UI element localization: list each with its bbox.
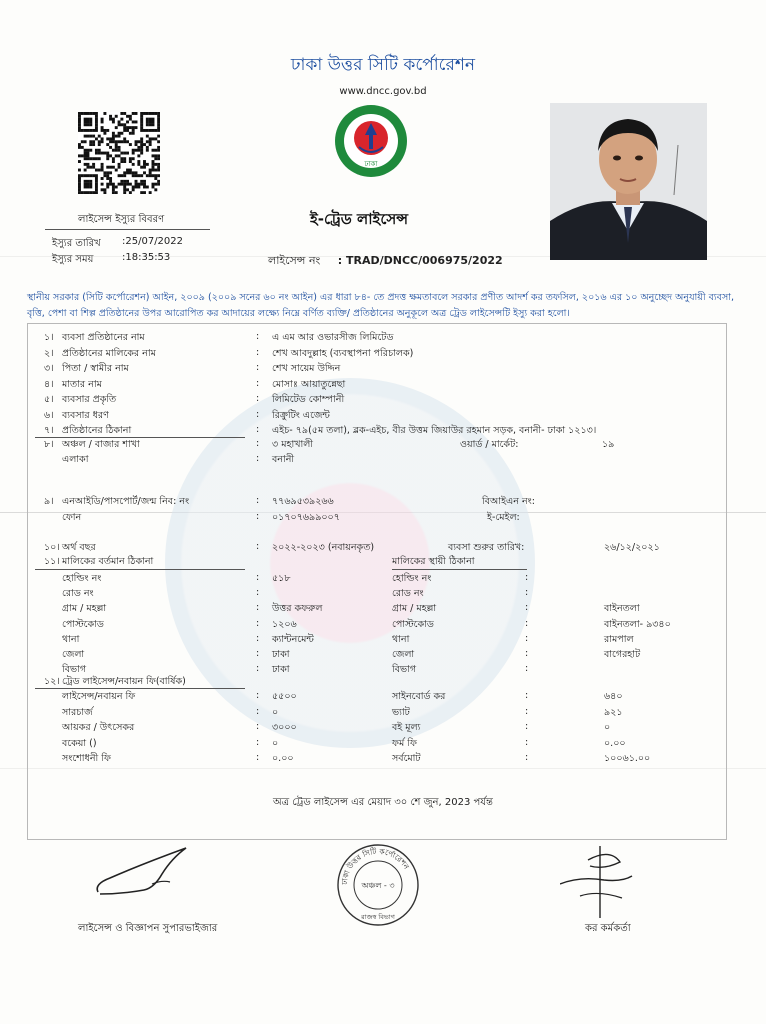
colon-separator: : (256, 408, 260, 420)
colon-separator: : (525, 690, 529, 701)
fee-value: ০ (272, 706, 279, 718)
field-value: ক্যান্টনমেন্ট (272, 633, 314, 645)
field-label: অঞ্চল / বাজার শাখা (62, 439, 140, 450)
divider (392, 569, 527, 570)
owner-photo (550, 103, 707, 260)
colon-separator: : (256, 377, 260, 389)
field-value: বাইনতলা (604, 603, 640, 615)
field-label: ব্যবসা প্রতিষ্ঠানের নাম (62, 332, 145, 343)
field-label: হোল্ডিং নং (62, 573, 102, 584)
section-heading: মালিকের স্থায়ী ঠিকানা (392, 556, 475, 567)
issue-details-label: লাইসেন্স ইস্যুর বিবরণ (78, 214, 165, 225)
row-number: ১। (44, 332, 54, 343)
field-value: উত্তর কফরুল (272, 603, 323, 615)
supervisor-signature (92, 844, 192, 904)
field-label: অর্থ বছর (62, 542, 96, 553)
colon-separator: : (256, 495, 260, 506)
fee-value: ৩০০০ (272, 722, 297, 733)
fee-value: ৯২১ (604, 706, 623, 718)
qr-code (78, 112, 160, 194)
field-value: লিমিটেড কোম্পানী (272, 394, 345, 405)
field-label: গ্রাম / মহল্লা (62, 603, 107, 615)
field-value: ১৯ (602, 439, 615, 450)
colon-separator: : (525, 572, 529, 583)
field-label: ফোন (62, 512, 82, 523)
colon-separator: : (256, 438, 260, 449)
field-label: ব্যবসা শুরুর তারিখ: (448, 542, 525, 553)
fee-label: ভ্যাট (392, 706, 410, 718)
page-title: ঢাকা উত্তর সিটি কর্পোরেশন (290, 55, 476, 75)
field-value: বনানী (272, 454, 295, 465)
colon-separator: : (256, 331, 260, 342)
row-number: ১১। (44, 556, 60, 567)
license-number (268, 252, 503, 271)
field-value: মোসাঃ আয়াতুন্নেছা (272, 378, 346, 390)
field-value: রিক্রুটিং এজেন্ট (272, 409, 330, 421)
section-heading: মালিকের বর্তমান ঠিকানা (62, 556, 154, 567)
colon-separator: : (525, 736, 529, 748)
field-value: ২৬/১২/২০২১ (604, 542, 660, 553)
divider (35, 569, 245, 570)
row-number: ৬। (44, 409, 54, 421)
field-value: ১২০৬ (272, 618, 297, 630)
colon-separator: : (256, 346, 260, 358)
colon-separator: : (256, 648, 260, 659)
colon-separator: : (525, 663, 529, 675)
colon-separator: : (525, 602, 529, 614)
colon-separator: : (256, 705, 260, 717)
field-label: প্রতিষ্ঠানের ঠিকানা (62, 425, 132, 436)
svg-text:ঢাকা: ঢাকা (364, 160, 378, 168)
fee-label: বই মূল্য (392, 722, 421, 733)
tax-officer-title: কর কর্মকর্তা (585, 923, 631, 934)
field-label: থানা (392, 633, 410, 645)
colon-separator: : (525, 617, 529, 629)
colon-separator: : (256, 511, 260, 522)
colon-separator: : (525, 587, 529, 599)
field-label: বিভাগ (62, 664, 87, 676)
revenue-department-stamp (336, 843, 420, 927)
issue-date-value: :25/07/2022 (122, 236, 184, 247)
fee-label: বকেয়া () (62, 737, 97, 749)
fee-label: আয়কর / উৎসেকর (62, 722, 135, 733)
issue-date-label: ইস্যুর তারিখ (52, 238, 101, 249)
colon-separator: : (525, 632, 529, 644)
document-title: ই-ট্রেড লাইসেন্স (310, 210, 409, 228)
svg-text:অঞ্চল - ৩: অঞ্চল - ৩ (361, 881, 395, 890)
field-value: বাগেরহাট (604, 649, 641, 660)
colon-separator: : (256, 362, 260, 373)
field-label: ব্যবসার ধরণ (62, 409, 109, 421)
fee-label: ফর্ম ফি (392, 737, 417, 749)
issue-time-label: ইস্যুর সময় (52, 254, 94, 265)
row-number: ৪। (44, 378, 54, 390)
row-number: ২। (44, 347, 54, 359)
field-value: ৭৭৬৯৫৩৯২৬৬ (272, 496, 334, 507)
field-value: শেখ আবদুল্লাহ (ব্যবস্থাপনা পরিচালক) (272, 347, 414, 359)
colon-separator: : (256, 587, 260, 599)
field-value: ঢাকা (272, 649, 290, 660)
colon-separator: : (525, 705, 529, 717)
colon-separator: : (256, 424, 260, 435)
field-label: মাতার নাম (62, 378, 102, 390)
fee-label: সাইনবোর্ড কর (392, 691, 446, 702)
svg-text:রাজস্ব বিভাগ: রাজস্ব বিভাগ (361, 913, 395, 921)
website-url: www.dncc.gov.bd (339, 86, 427, 97)
field-label: এলাকা (62, 454, 89, 465)
row-number: ৯। (44, 496, 54, 507)
field-label: পোস্টকোড (392, 618, 434, 630)
fee-value: ৬৪০ (604, 691, 623, 702)
field-label: রোড নং (62, 588, 94, 600)
row-number: ৩। (44, 363, 54, 374)
colon-separator: : (256, 453, 260, 464)
colon-separator: : (256, 721, 260, 732)
row-number: ৭। (44, 425, 54, 436)
fee-label: সারচার্জ (62, 706, 93, 718)
field-label: প্রতিষ্ঠানের মালিকের নাম (62, 347, 156, 359)
colon-separator: : (525, 721, 529, 732)
field-value: বাইনতলা- ৯৩৪০ (604, 618, 671, 630)
field-value: ৩ মহাখালী (272, 439, 314, 450)
fee-value: ১০০৬১.০০ (604, 753, 651, 764)
validity-note: অত্র ট্রেড লাইসেন্স এর মেয়াদ ৩০ শে জুন, 2023 পর্যন্ত (273, 797, 493, 808)
row-number: ১২। (44, 676, 60, 687)
field-label: রোড নং (392, 588, 424, 600)
field-value: শেখ সায়েম উদ্দিন (272, 363, 341, 374)
section-heading: ট্রেড লাইসেন্স/নবায়ন ফি(বার্ষিক) (62, 676, 186, 687)
field-value: এ এম আর ওভারসীজ লিমিটেড (272, 332, 394, 343)
svg-text:ঢাকা উত্তর সিটি কর্পোরেশন: ঢাকা উত্তর সিটি কর্পোরেশন (339, 846, 411, 886)
colon-separator: : (525, 648, 529, 659)
colon-separator: : (256, 752, 260, 763)
divider (45, 229, 210, 230)
license-number-label: লাইসেন্স নং (268, 254, 321, 267)
row-number: ৮। (44, 439, 54, 450)
colon-separator: : (256, 572, 260, 583)
fee-value: ৫৫০০ (272, 691, 297, 702)
colon-separator: : (256, 602, 260, 614)
intro-paragraph: স্থানীয় সরকার (সিটি কর্পোরেশন) আইন, ২০০৯ (২০০৯ সনের ৬০ নং আইন) এর ধারা ৮৪- তে প্রদত্ত ক্ষমতাবলে সরকার প্রণীত আদর্শ কর তফসিল, ২০১৬ এর ১০ অনুচ্ছেদ অনুযায়ী ব্যবসা, বৃত্তি, পেশা বা শিল্প প্রতিষ্ঠানের উপর আরোপিত কর আদায়ের লক্ষ্যে নিম্নে বর্ণিত ব্যক্তি/ প্রতিষ্ঠানের অনুকূলে অত্র ট্রেড লাইসেন্সটি ইস্যু করা হলো। (27, 292, 735, 319)
row-number: ১০। (44, 542, 60, 553)
colon-separator: : (525, 752, 529, 763)
city-corporation-seal-logo (333, 103, 409, 179)
field-value: ৫১৮ (272, 573, 291, 584)
fee-value: ০.০০ (604, 737, 626, 749)
field-label: ওয়ার্ড / মার্কেট: (460, 439, 519, 450)
issue-time-value: :18:35:53 (122, 252, 171, 263)
divider (35, 688, 245, 689)
supervisor-title: লাইসেন্স ও বিজ্ঞাপন সুপারভাইজার (78, 923, 218, 934)
field-value: রামপাল (604, 633, 634, 645)
field-label: থানা (62, 633, 80, 645)
colon-separator: : (256, 663, 260, 675)
fee-label: সংশোধনী ফি (62, 753, 111, 764)
field-label: ব্যবসার প্রকৃতি (62, 394, 117, 405)
field-label: জেলা (392, 649, 415, 660)
field-label: গ্রাম / মহল্লা (392, 603, 437, 615)
license-number-value: : TRAD/DNCC/006975/2022 (337, 254, 503, 267)
field-label: জেলা (62, 649, 85, 660)
colon-separator: : (256, 632, 260, 644)
tax-officer-signature (560, 840, 640, 924)
field-value: ঢাকা (272, 664, 290, 676)
field-label: এনআইডি/পাসপোর্ট/জন্ম নিব: নং (62, 496, 190, 507)
field-label: বিআইএন নং: (482, 496, 535, 507)
field-value: ২০২২-২০২৩ (নবায়নকৃত) (272, 542, 375, 553)
colon-separator: : (256, 393, 260, 404)
field-label: পোস্টকোড (62, 618, 104, 630)
fee-label: লাইসেন্স/নবায়ন ফি (62, 691, 136, 702)
colon-separator: : (256, 617, 260, 629)
field-label: বিভাগ (392, 664, 417, 676)
fee-value: ০ (604, 722, 611, 733)
field-label: ই-মেইল: (487, 512, 520, 523)
field-label: হোল্ডিং নং (392, 573, 432, 584)
colon-separator: : (256, 736, 260, 748)
field-value: এইচ- ৭৯(৫ম তলা), ব্লক-এইচ, বীর উত্তম জিয়াউর রহমান সড়ক, বনানী- ঢাকা ১২১৩। (272, 425, 597, 436)
field-label: পিতা / স্বামীর নাম (62, 363, 129, 374)
row-number: ৫। (44, 394, 54, 405)
colon-separator: : (256, 541, 260, 552)
fee-value: ০.০০ (272, 753, 294, 764)
fee-label: সর্বমোট (392, 753, 421, 764)
field-value: ০১৭০৭৬৯৯০০৭ (272, 512, 340, 523)
fee-value: ০ (272, 737, 279, 749)
colon-separator: : (256, 690, 260, 701)
